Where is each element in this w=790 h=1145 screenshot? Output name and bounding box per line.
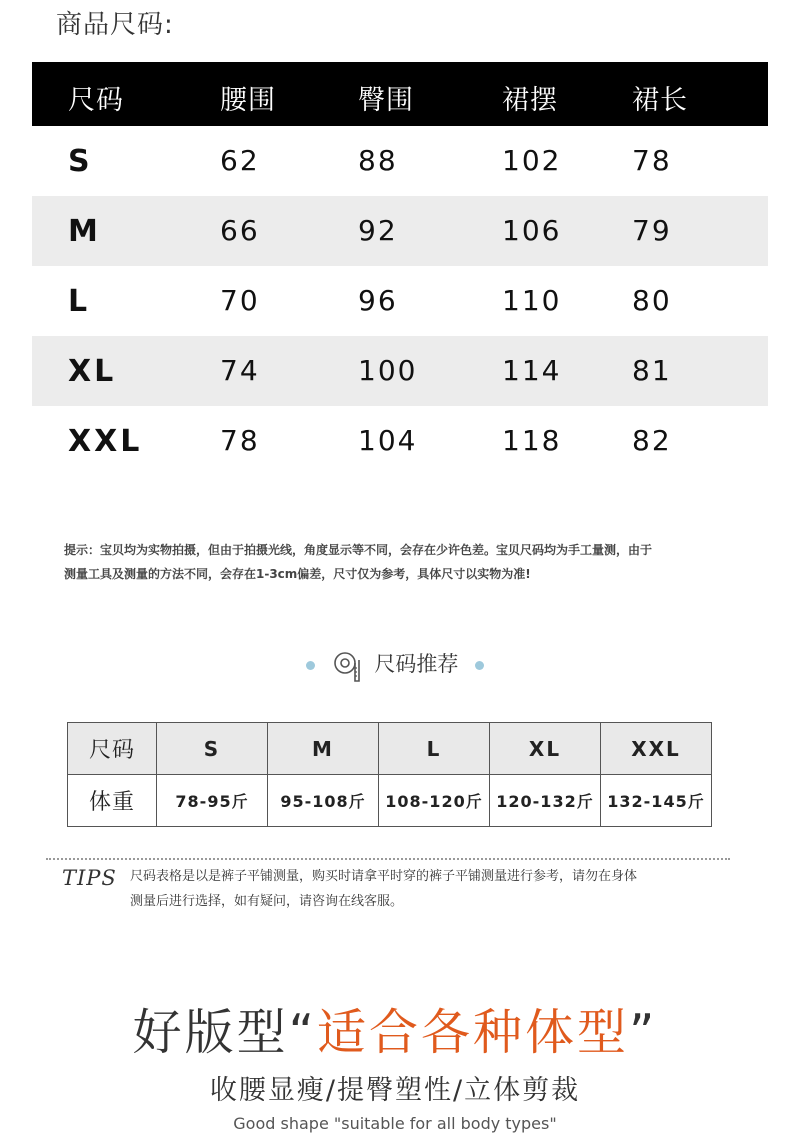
recommendation-title [0,648,790,682]
slogan-prefix: 好版型 [132,1004,289,1061]
waist-cell: 62 [220,144,260,177]
slogan [0,994,790,1064]
waist-cell: 66 [220,214,260,247]
table-row [32,196,768,266]
page-title: 商品尺码: [56,10,174,40]
dotted-divider [46,858,730,860]
length-cell: 81 [632,354,672,387]
size-recommendation-table [67,722,712,827]
header-length: 裙长 [632,85,688,116]
size-cell: L [68,284,91,319]
dot-icon [306,661,315,670]
tape-measure-icon [332,648,362,682]
hem-cell: 106 [502,214,562,247]
table-row [32,266,768,336]
header-size: 尺码 [68,85,124,116]
size-cell: XXL [68,424,143,459]
size-cell: XL [68,354,117,389]
weight-label-cell: 体重 [68,775,157,827]
weight-cell: 108-120斤 [379,775,490,827]
size-table-header [32,62,768,126]
notice-line: 测量工具及测量的方法不同，会存在1-3cm偏差，尺寸仅为参考，具体尺寸以实物为准! [64,567,531,581]
table-row [68,723,712,775]
weight-cell: 95-108斤 [268,775,379,827]
size-table [32,62,768,476]
length-cell: 78 [632,144,672,177]
header-hem: 裙摆 [502,85,558,116]
hem-cell: 118 [502,424,562,457]
slogan-highlight: 适合各种体型 [317,1004,630,1061]
waist-cell: 78 [220,424,260,457]
size-label-cell: 尺码 [68,723,157,775]
english-tagline: Good shape "suitable for all body types" [233,1114,557,1133]
weight-cell: 78-95斤 [157,775,268,827]
weight-cell: 132-145斤 [601,775,712,827]
hem-cell: 110 [502,284,562,317]
hip-cell: 96 [358,284,398,317]
size-cell: XL [490,723,601,775]
tips-label: TIPS [62,866,117,890]
slogan-open-quote: “ [288,1004,317,1061]
size-cell: L [379,723,490,775]
tips-line: 测量后进行选择，如有疑问，请咨询在线客服。 [130,894,404,909]
size-cell: S [157,723,268,775]
waist-cell: 70 [220,284,260,317]
hip-cell: 104 [358,424,418,457]
hip-cell: 92 [358,214,398,247]
table-row [32,406,768,476]
hip-cell: 88 [358,144,398,177]
length-cell: 79 [632,214,672,247]
size-cell: S [68,144,93,179]
table-row [32,126,768,196]
feature-subtitle: 收腰显瘦/提臀塑性/立体剪裁 [209,1075,581,1106]
size-cell: XXL [601,723,712,775]
weight-cell: 120-132斤 [490,775,601,827]
recommendation-title-text: 尺码推荐 [374,652,459,676]
hem-cell: 114 [502,354,562,387]
table-row [32,336,768,406]
size-cell: M [268,723,379,775]
length-cell: 80 [632,284,672,317]
length-cell: 82 [632,424,672,457]
size-cell: M [68,214,101,249]
notice-line: 提示：宝贝均为实物拍摄，但由于拍摄光线，角度显示等不同，会存在少许色差。宝贝尺码均为手工量测，由于 [64,543,653,557]
slogan-close-quote: ” [629,1004,658,1061]
measurement-notice [64,538,744,586]
tips-text [130,864,750,914]
waist-cell: 74 [220,354,260,387]
hem-cell: 102 [502,144,562,177]
header-waist: 腰围 [220,85,276,116]
table-row [68,775,712,827]
dot-icon [475,661,484,670]
hip-cell: 100 [358,354,418,387]
header-hip: 臀围 [358,85,414,116]
tips-line: 尺码表格是以是裤子平铺测量，购买时请拿平时穿的裤子平铺测量进行参考，请勿在身体 [130,869,638,884]
